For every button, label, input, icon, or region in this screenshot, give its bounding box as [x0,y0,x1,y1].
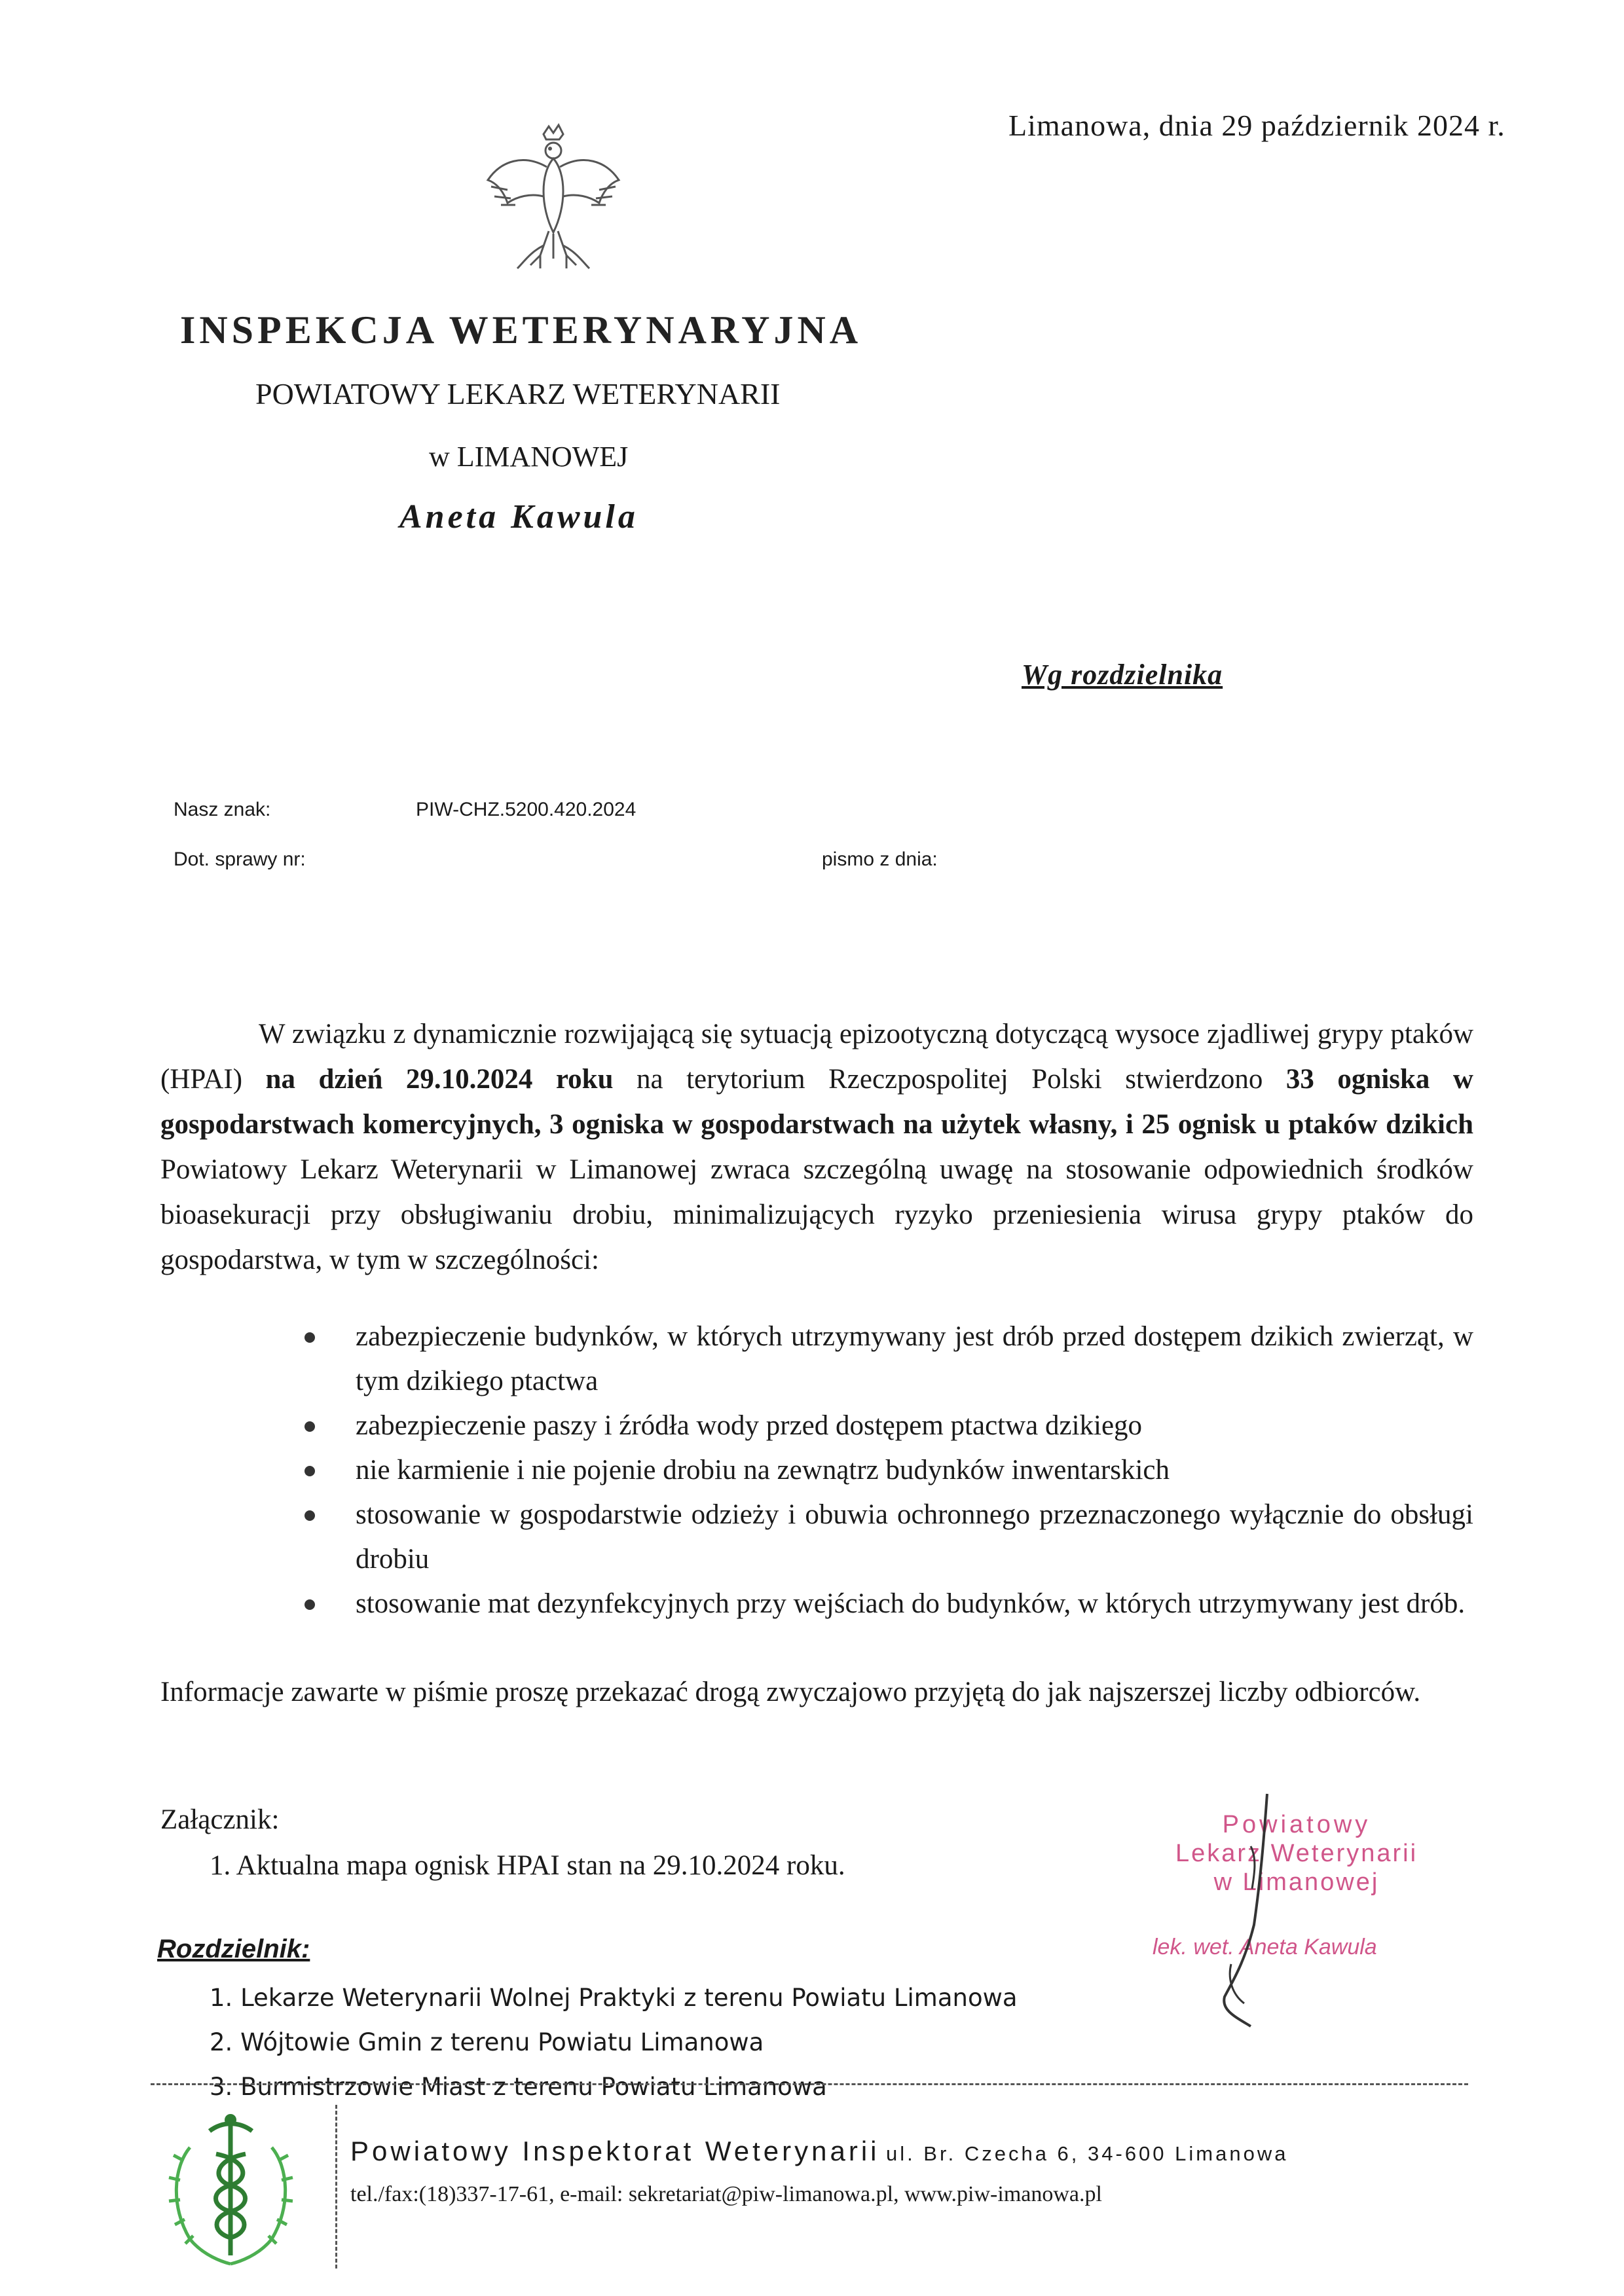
footer-divider [151,2083,1468,2085]
list-item: 3. Burmistrzowie Miast z terenu Powiatu Limanowa [210,2073,827,2101]
bullet-icon [304,1599,315,1610]
eagle-emblem-icon [478,121,629,278]
institution-name: INSPEKCJA WETERYNARYJNA [180,308,862,352]
stamp-line: w Limanowej [1213,1868,1380,1896]
list-item-text: zabezpieczenie paszy i źródła wody przed dostępem ptactwa dzikiego [356,1410,1143,1441]
footer-org-line [350,2136,1288,2167]
bullet-icon [304,1510,315,1521]
list-item: 1. Lekarze Weterynarii Wolnej Praktyki z terenu Powiatu Limanowa [210,1984,1018,2012]
veterinary-caduceus-icon [151,2108,311,2272]
recipient: Wg rozdzielnika [1022,659,1223,691]
footer-vertical-divider [335,2105,337,2269]
reference-label: Nasz znak: [174,799,271,820]
p1-part-e: Powiatowy Lekarz Weterynarii w Limanowej zwraca szczególną uwagę na stosowanie odpowiednich środków bioasekuracji przy obsługiwaniu drobiu, minimalizujących ryzyko przeniesienia wirusa grypy ptaków do gospodarstwa, w tym w szczególności: [160,1154,1473,1275]
list-item-text: stosowanie w gospodarstwie odzieży i obuwia ochronnego przeznaczonego wyłącznie do obsługi drobiu [356,1499,1473,1575]
bullet-icon [304,1332,315,1343]
stamp-line: Powiatowy [1222,1811,1371,1838]
footer-org-name: Powiatowy Inspektorat Weterynarii [350,2136,880,2166]
list-item: 2. Wójtowie Gmin z terenu Powiatu Limanowa [210,2028,764,2056]
info-paragraph: Informacje zawarte w piśmie proszę przekazać drogą zwyczajowo przyjętą do jak najszerszej liczby odbiorców. [160,1677,1421,1707]
letter-date-label: pismo z dnia: [822,848,938,870]
list-item [304,1404,1473,1448]
reference-number: PIW-CHZ.5200.420.2024 [416,799,637,820]
stamp-line: Lekarz Weterynarii [1175,1840,1418,1867]
p1-date-emphasis: na dzień 29.10.2024 roku [265,1064,614,1095]
document-date: Limanowa, dnia 29 październik 2024 r. [1008,109,1505,142]
footer-contact: tel./fax:(18)337-17-61, e-mail: sekretariat@piw-limanowa.pl, www.piw-imanowa.pl [350,2182,1102,2206]
list-item [304,1493,1473,1582]
list-item-text: nie karmienie i nie pojenie drobiu na zewnątrz budynków inwentarskich [356,1455,1170,1485]
bullet-icon [304,1466,315,1476]
main-paragraph [160,1011,1473,1283]
stamp-signer: lek. wet. Aneta Kawula [1153,1935,1377,1959]
p1-part-c: na terytorium Rzeczpospolitej Polski stwierdzono [613,1064,1286,1095]
p1-part-a: W związku z dynamicznie rozwijającą się sytuacją epizootyczną dotyczącą wysoce zjadliwej grypy ptaków (HPAI) [160,1019,1473,1095]
list-item [304,1582,1473,1626]
attachment-item: 1. Aktualna mapa ognisk HPAI stan na 29.10.2024 roku. [210,1850,845,1881]
attachment-title: Załącznik: [160,1804,280,1835]
list-item [304,1448,1473,1493]
p1-outbreak-emphasis: 33 ogniska w gospodarstwach komercyjnych, 3 ogniska w gospodarstwach na użytek własny, i 25 ognisk u ptaków dzikich [160,1064,1473,1140]
biosecurity-list [304,1315,1473,1626]
list-item-text: stosowanie mat dezynfekcyjnych przy wejściach do budynków, w których utrzymywany jest drób. [356,1588,1466,1619]
bullet-icon [304,1421,315,1432]
office-city: w LIMANOWEJ [429,441,629,473]
list-item [304,1315,1473,1404]
case-number-label: Dot. sprawy nr: [174,848,306,870]
office-title: POWIATOWY LEKARZ WETERYNARII [255,377,781,410]
list-item-text: zabezpieczenie budynków, w których utrzymywany jest drób przed dostępem dzikich zwierząt, w tym dzikiego ptactwa [356,1321,1473,1396]
handwritten-signature [1205,1768,1480,2043]
footer-address: ul. Br. Czecha 6, 34-600 Limanowa [885,2142,1289,2165]
distribution-title: Rozdzielnik: [157,1935,310,1963]
officer-name: Aneta Kawula [399,498,638,536]
distribution-list [210,1976,1018,2109]
